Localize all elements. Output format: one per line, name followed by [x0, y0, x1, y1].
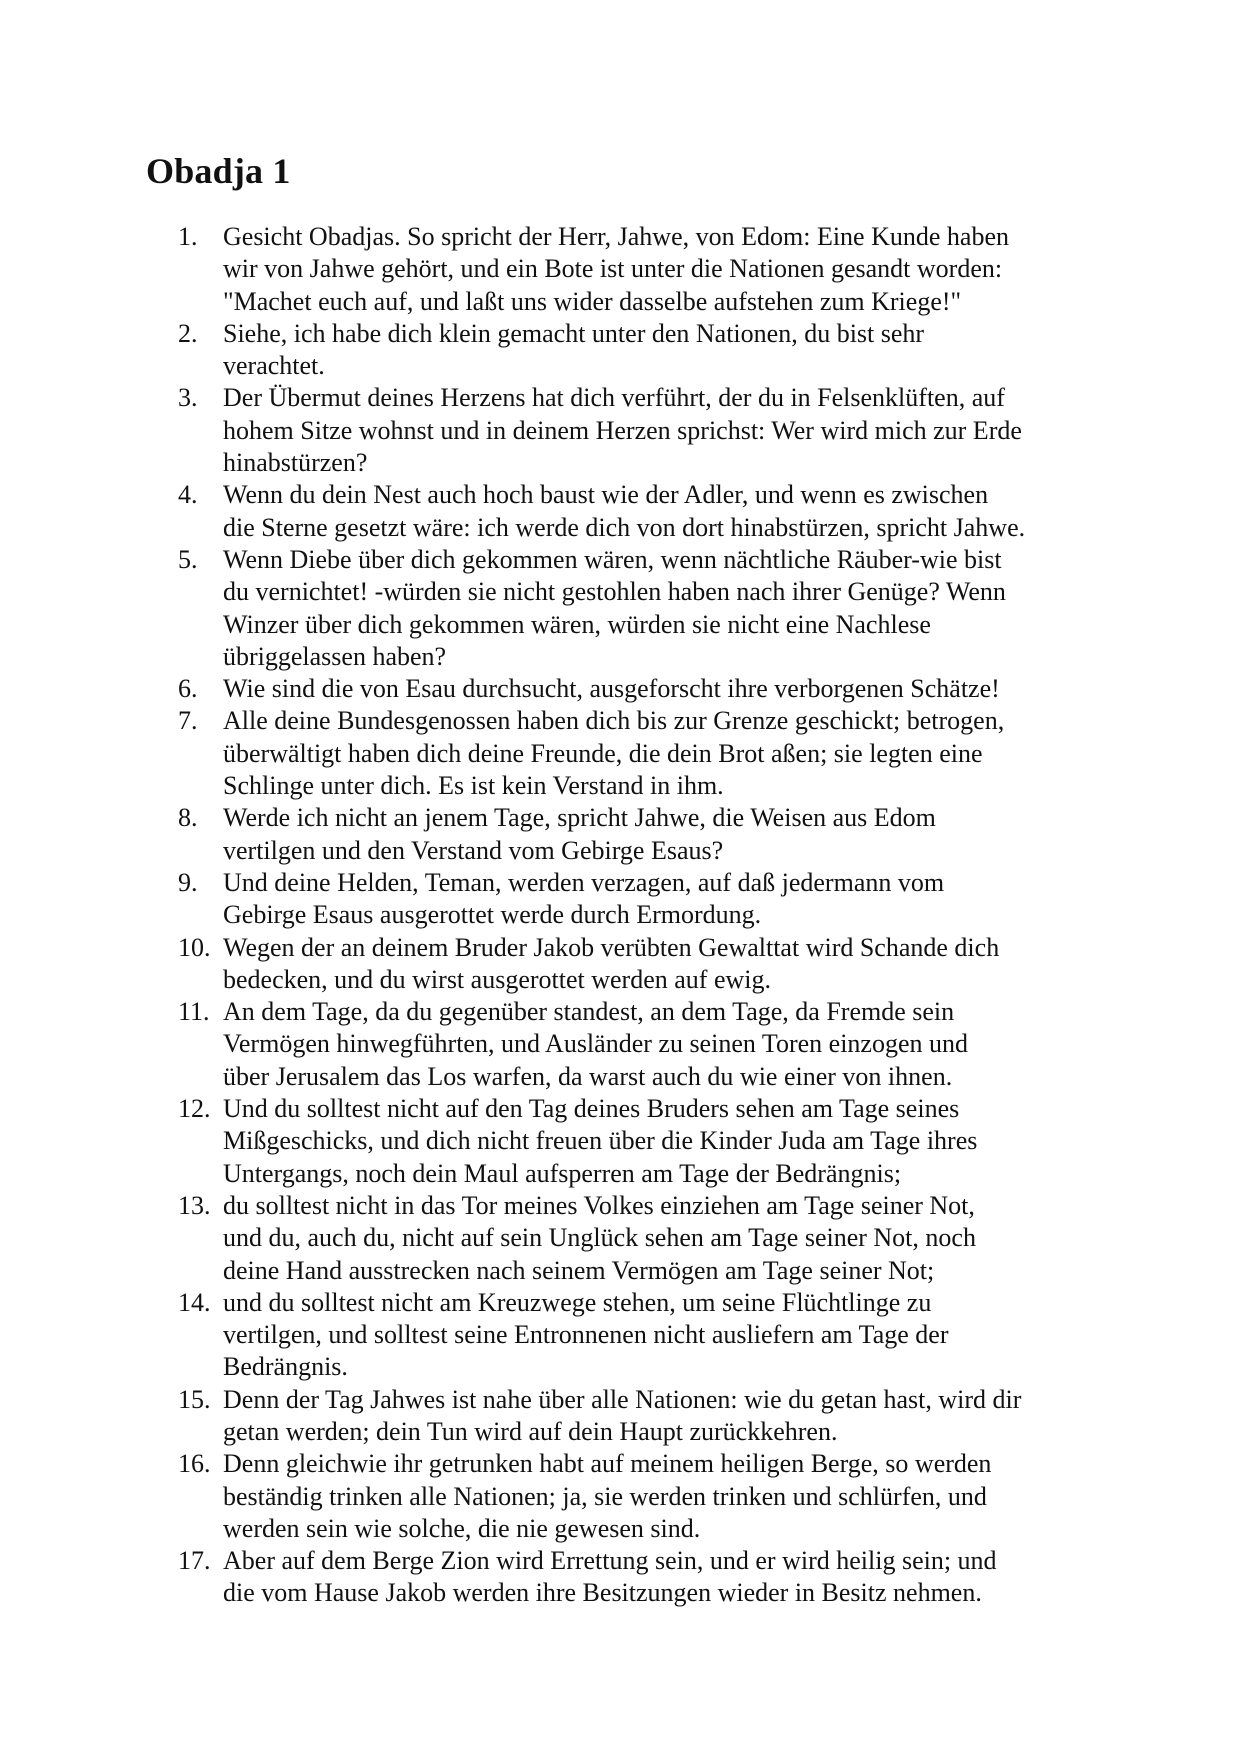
verse-line: vertilgen und den Verstand vom Gebirge Esaus?: [223, 835, 724, 865]
verse-line: Bedrängnis.: [223, 1352, 348, 1382]
verse-line: Wegen der an deinem Bruder Jakob verübten Gewalttat wird Schande dich: [223, 932, 1000, 962]
verse-line: Denn gleichwie ihr getrunken habt auf meinem heiligen Berge, so werden: [223, 1449, 992, 1479]
verse-text: [223, 1545, 1239, 1610]
verse-line: Vermögen hinwegführten, und Ausländer zu seinen Toren einzogen und: [223, 1029, 968, 1059]
verse-item: [0, 1384, 1239, 1449]
verse-line: Werde ich nicht an jenem Tage, spricht Jahwe, die Weisen aus Edom: [223, 803, 936, 833]
verse-number: 6.: [178, 674, 198, 704]
verse-item: [0, 1545, 1239, 1610]
verse-line: Wenn Diebe über dich gekommen wären, wenn nächtliche Räuber-wie bist: [223, 544, 1002, 574]
verse-number: 17.: [178, 1546, 211, 1576]
verse-item: [0, 705, 1239, 802]
verse-item: [0, 673, 1239, 705]
verse-item: [0, 932, 1239, 997]
verse-line: "Machet euch auf, und laßt uns wider dasselbe aufstehen zum Kriege!": [223, 286, 962, 316]
verse-line: hohem Sitze wohnst und in deinem Herzen sprichst: Wer wird mich zur Erde: [223, 415, 1022, 445]
verse-text: [223, 1093, 1239, 1190]
verse-line: Und deine Helden, Teman, werden verzagen, auf daß jedermann vom: [223, 867, 945, 897]
verse-line: hinabstürzen?: [223, 448, 368, 478]
verse-line: An dem Tage, da du gegenüber standest, an dem Tage, da Fremde sein: [223, 997, 955, 1027]
verse-line: deine Hand ausstrecken nach seinem Vermögen am Tage seiner Not;: [223, 1255, 935, 1285]
verse-item: [0, 1093, 1239, 1190]
verse-line: Der Übermut deines Herzens hat dich verführt, der du in Felsenklüften, auf: [223, 383, 1005, 413]
verse-line: vertilgen, und solltest seine Entronnenen nicht ausliefern am Tage der: [223, 1320, 949, 1350]
verse-item: [0, 802, 1239, 867]
verse-number: 15.: [178, 1384, 211, 1414]
page-title: Obadja 1: [146, 151, 291, 191]
verse-item: [0, 221, 1239, 318]
verse-line: übriggelassen haben?: [223, 641, 447, 671]
verse-line: Gesicht Obadjas. So spricht der Herr, Jahwe, von Edom: Eine Kunde haben: [223, 222, 1009, 251]
verse-text: [223, 221, 1239, 318]
verse-number: 7.: [178, 706, 198, 736]
verse-item: [0, 318, 1239, 383]
verse-text: [223, 479, 1239, 544]
verse-text: [223, 867, 1239, 932]
verse-number: 2.: [178, 318, 198, 348]
verse-item: [0, 1287, 1239, 1384]
verse-number: 1.: [178, 222, 198, 251]
verse-item: [0, 1448, 1239, 1545]
verse-list: [0, 221, 1239, 1610]
verse-text: [223, 932, 1239, 997]
verse-line: Untergangs, noch dein Maul aufsperren am Tage der Bedrängnis;: [223, 1158, 902, 1188]
verse-number: 12.: [178, 1094, 211, 1124]
verse-line: die vom Hause Jakob werden ihre Besitzungen wieder in Besitz nehmen.: [223, 1578, 982, 1608]
verse-line: überwältigt haben dich deine Freunde, die dein Brot aßen; sie legten eine: [223, 738, 983, 768]
verse-text: [223, 544, 1239, 673]
verse-item: [0, 479, 1239, 544]
verse-number: 11.: [178, 997, 210, 1027]
verse-number: 14.: [178, 1287, 211, 1317]
verse-line: du vernichtet! -würden sie nicht gestohlen haben nach ihrer Genüge? Wenn: [223, 577, 1006, 607]
verse-text: [223, 802, 1239, 867]
verse-line: Wenn du dein Nest auch hoch baust wie der Adler, und wenn es zwischen: [223, 480, 989, 510]
verse-number: 13.: [178, 1190, 211, 1220]
verse-line: Gebirge Esaus ausgerottet werde durch Ermordung.: [223, 900, 762, 930]
verse-text: [223, 1190, 1239, 1287]
verse-line: verachtet.: [223, 351, 325, 381]
verse-line: beständig trinken alle Nationen; ja, sie werden trinken und schlürfen, und: [223, 1481, 987, 1511]
verse-item: [0, 996, 1239, 1093]
verse-line: über Jerusalem das Los warfen, da warst auch du wie einer von ihnen.: [223, 1061, 953, 1091]
verse-line: Siehe, ich habe dich klein gemacht unter den Nationen, du bist sehr: [223, 318, 925, 348]
verse-line: Wie sind die von Esau durchsucht, ausgeforscht ihre verborgenen Schätze!: [223, 674, 1000, 704]
verse-line: die Sterne gesetzt wäre: ich werde dich von dort hinabstürzen, spricht Jahwe.: [223, 512, 1026, 542]
verse-line: wir von Jahwe gehört, und ein Bote ist unter die Nationen gesandt worden:: [223, 254, 1003, 284]
verse-text: [223, 1448, 1239, 1545]
verse-text: [223, 705, 1239, 802]
verse-line: Denn der Tag Jahwes ist nahe über alle Nationen: wie du getan hast, wird dir: [223, 1384, 1022, 1414]
verse-text: [223, 673, 1239, 705]
verse-line: Mißgeschicks, und dich nicht freuen über die Kinder Juda am Tage ihres: [223, 1126, 978, 1156]
verse-item: [0, 382, 1239, 479]
verse-text: [223, 996, 1239, 1093]
verse-text: [223, 1384, 1239, 1449]
verse-line: du solltest nicht in das Tor meines Volkes einziehen am Tage seiner Not,: [223, 1190, 975, 1220]
verse-number: 4.: [178, 480, 198, 510]
verse-number: 3.: [178, 383, 198, 413]
verse-line: werden sein wie solche, die nie gewesen sind.: [223, 1513, 701, 1543]
verse-line: Aber auf dem Berge Zion wird Errettung sein, und er wird heilig sein; und: [223, 1546, 997, 1576]
verse-item: [0, 1190, 1239, 1287]
verse-item: [0, 544, 1239, 673]
verse-line: Winzer über dich gekommen wären, würden sie nicht eine Nachlese: [223, 609, 931, 639]
verse-line: bedecken, und du wirst ausgerottet werden auf ewig.: [223, 964, 771, 994]
verse-line: und du solltest nicht am Kreuzwege stehen, um seine Flüchtlinge zu: [223, 1287, 932, 1317]
verse-line: Und du solltest nicht auf den Tag deines Bruders sehen am Tage seines: [223, 1094, 960, 1124]
verse-number: 16.: [178, 1449, 211, 1479]
verse-text: [223, 382, 1239, 479]
verse-number: 5.: [178, 544, 198, 574]
verse-line: Alle deine Bundesgenossen haben dich bis zur Grenze geschickt; betrogen,: [223, 706, 1005, 736]
verse-item: [0, 867, 1239, 932]
verse-text: [223, 318, 1239, 383]
verse-line: und du, auch du, nicht auf sein Unglück sehen am Tage seiner Not, noch: [223, 1223, 976, 1253]
verse-line: Schlinge unter dich. Es ist kein Verstand in ihm.: [223, 771, 724, 801]
verse-line: getan werden; dein Tun wird auf dein Haupt zurückkehren.: [223, 1416, 838, 1446]
verse-number: 8.: [178, 803, 198, 833]
verse-number: 9.: [178, 867, 198, 897]
verse-number: 10.: [178, 932, 211, 962]
verse-text: [223, 1287, 1239, 1384]
